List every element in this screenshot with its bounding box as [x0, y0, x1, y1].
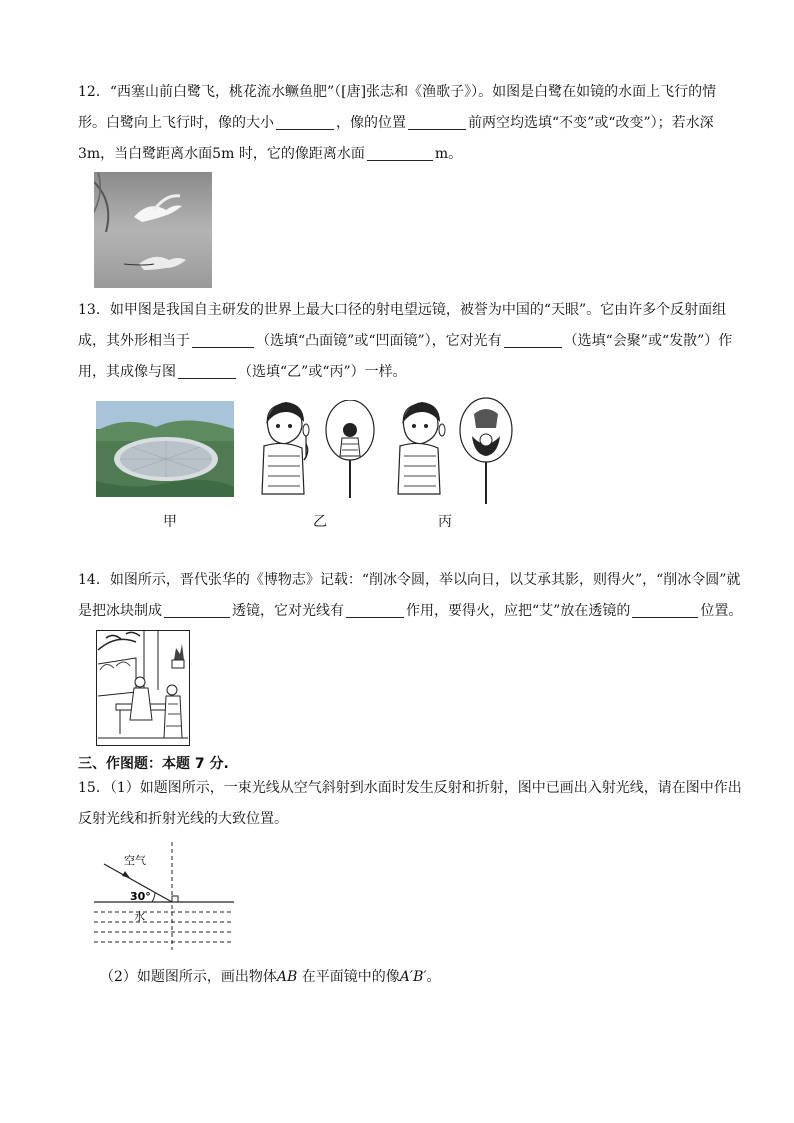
egret-reflection-photo	[94, 172, 212, 288]
girl-with-spoon-small-image	[250, 400, 450, 500]
answer-blank[interactable]	[164, 603, 230, 618]
ancient-fire-illustration	[96, 630, 190, 746]
answer-blank[interactable]	[408, 115, 466, 130]
answer-blank[interactable]	[346, 603, 404, 618]
reflection-refraction-diagram[interactable]	[94, 842, 240, 950]
answer-blank[interactable]	[632, 603, 698, 618]
air-label: 空气	[124, 854, 146, 867]
question-12	[78, 77, 744, 170]
question-15-part1: 15．（1）如题图所示，一束光线从空气斜射到水面时发生反射和折射，图中已画出入射光线，请在图中作出反射光线和折射光线的大致位置。	[78, 780, 742, 827]
answer-blank[interactable]	[192, 333, 254, 348]
question-13	[78, 295, 744, 388]
caption-jia: 甲	[163, 514, 177, 530]
water-label: 水	[134, 910, 145, 923]
question-number: 15．	[78, 780, 110, 796]
object-ab-label: AB	[276, 969, 298, 985]
section-title: 三、作图题：本题 7 分.	[78, 756, 229, 772]
question-12-text: 12．“西塞山前白鹭飞，桃花流水鳜鱼肥”（[唐]张志和《渔歌子》）。如图是白鹭在如镜的水面上飞行的情形。白鹭向上飞行时，像的大小 ，像的位置 前两空均选填“不变”或“改变”）；若水深3m，当白鹭距离水面5m 时，它的像距离水面 m。	[78, 84, 717, 162]
caption-bing: 丙	[438, 514, 452, 530]
answer-blank[interactable]	[178, 364, 236, 379]
answer-blank[interactable]	[367, 146, 433, 161]
fast-telescope-photo	[96, 401, 234, 497]
answer-blank[interactable]	[504, 333, 562, 348]
answer-blank[interactable]	[276, 115, 334, 130]
question-15	[78, 773, 744, 835]
question-number: 13．	[78, 302, 110, 318]
angle-label: 30°	[130, 890, 151, 903]
question-14	[78, 565, 744, 627]
image-ab-prime-label: A′B′	[399, 969, 427, 985]
caption-yi: 乙	[313, 514, 327, 530]
question-13-text: 13．如甲图是我国自主研发的世界上最大口径的射电望远镜，被誉为中国的“天眼”。它由许多个反射面组成，其外形相当于 （选填“凸面镜”或“凹面镜”），它对光有 （选填“会聚”或“发散”）作用，其成像与图 （选填“乙”或“丙”）一样。	[78, 302, 733, 380]
question-14-text: 14．如图所示，晋代张华的《博物志》记载：“削冰令圆，举以向日，以艾承其影，则得火”，“削冰令圆”就是把冰块制成 透镜，它对光线有 作用，要得火，应把“艾”放在透镜的 位置。	[78, 572, 743, 619]
question-15-part2: （2）如题图所示，画出物体AB 在平面镜中的像A′B′。	[100, 969, 441, 985]
question-number: 12．	[78, 84, 110, 100]
spoon-inverted-image	[450, 396, 526, 508]
question-number: 14．	[78, 572, 110, 588]
